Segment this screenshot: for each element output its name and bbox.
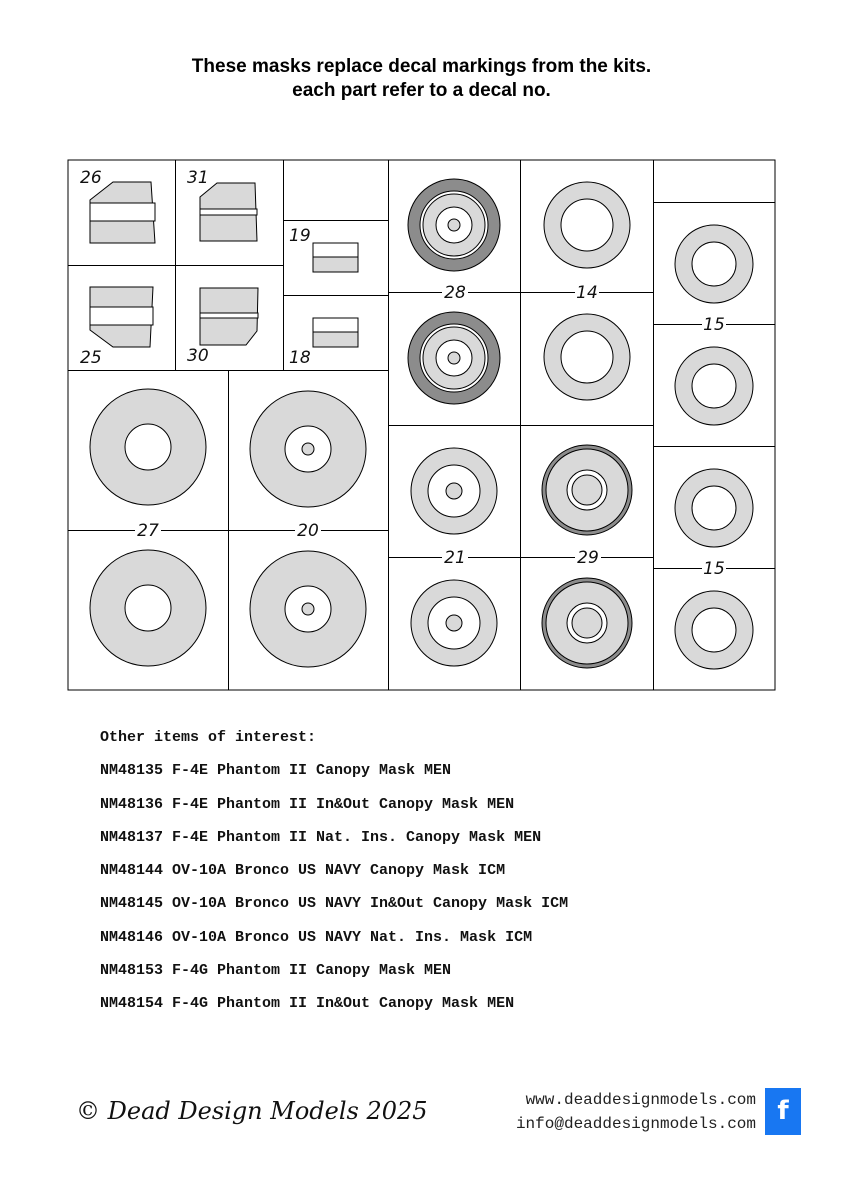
mask-roundel-28-bottom-dot — [448, 352, 460, 364]
mask-part-25-gap — [90, 307, 153, 325]
product-item: NM48153 F-4G Phantom II Canopy Mask MEN — [100, 962, 452, 980]
other-items-title: Other items of interest: — [100, 729, 317, 746]
decal-label-29: 29 — [577, 548, 599, 568]
mask-roundel-29-bottom-center — [572, 608, 602, 638]
decal-label-20: 20 — [297, 521, 319, 541]
mask-part-18-gap — [313, 318, 358, 332]
mask-ring-15-2-hole — [692, 364, 736, 408]
product-item: NM48144 OV-10A Bronco US NAVY Canopy Mask ICM — [100, 862, 506, 880]
mask-disc-20-bottom-dot — [302, 603, 314, 615]
heading-line-1: These masks replace decal markings from the kits. — [191, 56, 652, 77]
mask-roundel-29-top-center — [572, 475, 602, 505]
mask-ring-15-3-hole — [692, 486, 736, 530]
mask-part-19-gap — [313, 243, 358, 257]
mask-part-26-gap — [90, 203, 155, 221]
mask-roundel-21-top-dot — [446, 483, 462, 499]
email-link[interactable]: info@deaddesignmodels.com — [515, 1115, 756, 1133]
mask-roundel-21-bottom-dot — [446, 615, 462, 631]
decal-label-14: 14 — [576, 283, 598, 303]
decal-label-21: 21 — [444, 548, 466, 568]
mask-ring-15-1-hole — [692, 242, 736, 286]
mask-disc-20-top-dot — [302, 443, 314, 455]
facebook-icon[interactable]: f — [765, 1088, 801, 1135]
decal-label-15-lower: 15 — [703, 559, 725, 579]
mask-ring-14-bottom-hole — [561, 331, 613, 383]
product-item: NM48146 OV-10A Bronco US NAVY Nat. Ins. Mask ICM — [100, 928, 533, 946]
website-link[interactable]: www.deaddesignmodels.com — [525, 1091, 756, 1109]
decal-label-25: 25 — [80, 348, 102, 368]
product-item: NM48135 F-4E Phantom II Canopy Mask MEN — [100, 762, 452, 780]
mask-part-30-gap — [200, 313, 258, 318]
decal-label-27: 27 — [137, 521, 159, 541]
decal-label-19: 19 — [289, 226, 311, 246]
decal-label-15-upper: 15 — [703, 315, 725, 335]
mask-disc-27-top-hole — [125, 424, 171, 470]
mask-disc-27-bottom-hole — [125, 585, 171, 631]
copyright-notice: © Dead Design Models 2025 — [76, 1097, 428, 1125]
decal-label-26: 26 — [80, 168, 102, 188]
product-item: NM48137 F-4E Phantom II Nat. Ins. Canopy Mask MEN — [100, 828, 542, 846]
contact-info — [470, 1088, 756, 1136]
other-items-section — [100, 728, 568, 1028]
decal-label-18: 18 — [289, 348, 311, 368]
heading-line-2: each part refer to a decal no. — [292, 80, 551, 101]
decal-label-30: 30 — [187, 346, 209, 366]
product-item: NM48136 F-4E Phantom II In&Out Canopy Mask MEN — [100, 795, 515, 813]
decal-label-31: 31 — [187, 168, 209, 188]
mask-ring-15-4-hole — [692, 608, 736, 652]
decal-label-28: 28 — [444, 283, 466, 303]
mask-roundel-28-top-dot — [448, 219, 460, 231]
product-item: NM48145 OV-10A Bronco US NAVY In&Out Canopy Mask ICM — [100, 895, 569, 913]
mask-part-31-gap — [200, 209, 257, 215]
product-item: NM48154 F-4G Phantom II In&Out Canopy Mask MEN — [100, 995, 515, 1013]
mask-ring-14-top-hole — [561, 199, 613, 251]
